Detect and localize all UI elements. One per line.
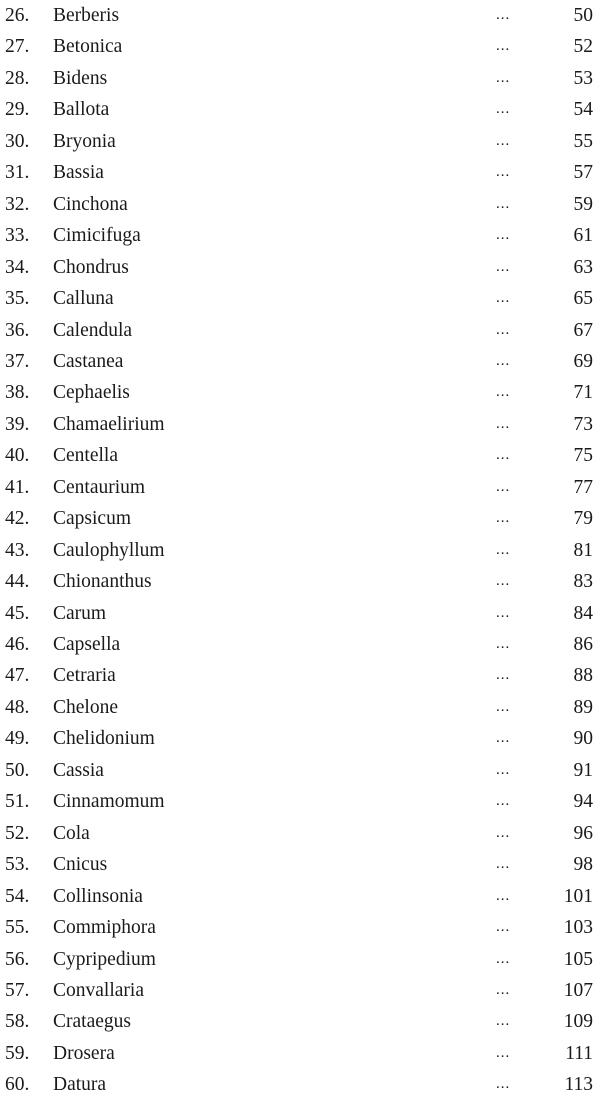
toc-entry bbox=[0, 157, 600, 188]
toc-entry bbox=[0, 818, 600, 849]
dot-leader: ... bbox=[496, 573, 511, 590]
entry-page-number: 98 bbox=[573, 854, 593, 876]
entry-number: 36. bbox=[5, 319, 30, 341]
entry-title: Caulophyllum bbox=[53, 539, 165, 561]
dot-leader: ... bbox=[496, 69, 511, 86]
entry-title: Commiphora bbox=[53, 917, 156, 939]
toc-entry bbox=[0, 1006, 600, 1037]
entry-title: Capsella bbox=[53, 634, 121, 655]
entry-number: 43. bbox=[5, 539, 30, 561]
dot-leader: ... bbox=[496, 290, 511, 307]
entry-number: 53. bbox=[5, 854, 30, 876]
entry-title: Capsicum bbox=[53, 508, 131, 530]
entry-title: Cimicifuga bbox=[53, 225, 141, 247]
dot-leader: ... bbox=[496, 384, 511, 401]
dot-leader: ... bbox=[496, 164, 511, 181]
dot-leader: ... bbox=[496, 132, 511, 149]
dot-leader: ... bbox=[496, 793, 511, 810]
entry-title: Chionanthus bbox=[53, 571, 152, 593]
entry-title: Crataegus bbox=[53, 1011, 131, 1033]
entry-page-number: 91 bbox=[573, 759, 593, 781]
entry-page-number: 69 bbox=[573, 350, 593, 372]
dot-leader: ... bbox=[496, 352, 511, 369]
entry-page-number: 77 bbox=[573, 476, 593, 498]
entry-title: Cnicus bbox=[53, 854, 108, 876]
entry-title: Cypripedium bbox=[53, 948, 156, 970]
entry-number: 58. bbox=[5, 1011, 30, 1033]
dot-leader: ... bbox=[496, 227, 511, 244]
entry-number: 44. bbox=[5, 571, 30, 593]
toc-entry bbox=[0, 503, 600, 534]
entry-page-number: 54 bbox=[573, 99, 593, 121]
dot-leader: ... bbox=[496, 195, 511, 212]
entry-number: 37. bbox=[5, 350, 30, 372]
entry-page-number: 96 bbox=[573, 822, 593, 844]
entry-page-number: 73 bbox=[573, 413, 593, 435]
entry-title: Chamaelirium bbox=[53, 413, 165, 435]
entry-number: 49. bbox=[5, 728, 30, 750]
entry-number: 45. bbox=[5, 602, 30, 624]
entry-page-number: 89 bbox=[573, 696, 593, 718]
toc-entry bbox=[0, 0, 600, 31]
entry-number: 26. bbox=[5, 5, 30, 26]
toc-entry bbox=[0, 881, 600, 912]
entry-title: Betonica bbox=[53, 36, 123, 58]
entry-number: 52. bbox=[5, 822, 30, 844]
entry-number: 41. bbox=[5, 476, 30, 498]
dot-leader: ... bbox=[496, 415, 511, 432]
entry-title: Cinnamomum bbox=[53, 791, 165, 813]
toc-entry bbox=[0, 660, 600, 691]
entry-number: 54. bbox=[5, 885, 30, 907]
entry-page-number: 71 bbox=[573, 382, 593, 404]
toc-entry bbox=[0, 629, 600, 660]
toc-entry bbox=[0, 440, 600, 471]
entry-number: 56. bbox=[5, 948, 30, 970]
entry-number: 60. bbox=[5, 1074, 30, 1096]
dot-leader: ... bbox=[496, 541, 511, 558]
entry-title: Centaurium bbox=[53, 476, 146, 498]
toc-entry bbox=[0, 566, 600, 597]
entry-title: Berberis bbox=[53, 5, 120, 26]
entry-page-number: 90 bbox=[573, 728, 593, 750]
entry-number: 39. bbox=[5, 413, 30, 435]
entry-page-number: 84 bbox=[573, 602, 593, 624]
entry-page-number: 88 bbox=[573, 665, 593, 687]
toc-entry bbox=[0, 849, 600, 880]
toc-entry bbox=[0, 535, 600, 566]
dot-leader: ... bbox=[496, 981, 511, 998]
dot-leader: ... bbox=[496, 258, 511, 275]
entry-page-number: 50 bbox=[573, 5, 593, 26]
entry-number: 57. bbox=[5, 979, 30, 1001]
entry-number: 32. bbox=[5, 193, 30, 215]
entry-number: 46. bbox=[5, 634, 30, 655]
toc-entry bbox=[0, 377, 600, 408]
toc-entry bbox=[0, 755, 600, 786]
dot-leader: ... bbox=[496, 824, 511, 841]
entry-page-number: 94 bbox=[573, 791, 593, 813]
dot-leader: ... bbox=[496, 321, 511, 338]
toc-entry bbox=[0, 1038, 600, 1069]
entry-number: 31. bbox=[5, 162, 30, 184]
entry-page-number: 86 bbox=[573, 634, 593, 655]
entry-number: 48. bbox=[5, 696, 30, 718]
entry-title: Centella bbox=[53, 445, 118, 467]
entry-number: 59. bbox=[5, 1042, 30, 1064]
toc-entry bbox=[0, 220, 600, 251]
dot-leader: ... bbox=[496, 730, 511, 747]
entry-page-number: 83 bbox=[573, 571, 593, 593]
entry-title: Chondrus bbox=[53, 256, 129, 278]
entry-title: Datura bbox=[53, 1074, 107, 1096]
entry-title: Bassia bbox=[53, 162, 104, 184]
entry-title: Bryonia bbox=[53, 130, 116, 152]
entry-title: Cephaelis bbox=[53, 382, 130, 404]
dot-leader: ... bbox=[496, 101, 511, 118]
toc-entry bbox=[0, 63, 600, 94]
dot-leader: ... bbox=[496, 698, 511, 715]
entry-number: 47. bbox=[5, 665, 30, 687]
toc-entry bbox=[0, 598, 600, 629]
entry-title: Calluna bbox=[53, 288, 114, 310]
dot-leader: ... bbox=[496, 510, 511, 527]
dot-leader: ... bbox=[496, 447, 511, 464]
entry-page-number: 81 bbox=[573, 539, 593, 561]
entry-page-number: 75 bbox=[573, 445, 593, 467]
entry-number: 50. bbox=[5, 759, 30, 781]
entry-title: Collinsonia bbox=[53, 885, 143, 907]
entry-page-number: 67 bbox=[573, 319, 593, 341]
entry-title: Chelidonium bbox=[53, 728, 155, 750]
entry-title: Chelone bbox=[53, 696, 118, 718]
toc-entry bbox=[0, 1069, 600, 1100]
dot-leader: ... bbox=[496, 1044, 511, 1061]
entry-title: Calendula bbox=[53, 319, 133, 341]
entry-page-number: 57 bbox=[573, 162, 593, 184]
toc-entry bbox=[0, 472, 600, 503]
entry-page-number: 105 bbox=[563, 948, 593, 970]
toc-entry bbox=[0, 975, 600, 1006]
toc-entry bbox=[0, 31, 600, 62]
entry-page-number: 63 bbox=[573, 256, 593, 278]
toc-entry bbox=[0, 692, 600, 723]
entry-page-number: 65 bbox=[573, 288, 593, 310]
entry-title: Drosera bbox=[53, 1042, 115, 1064]
entry-number: 40. bbox=[5, 445, 30, 467]
entry-title: Cassia bbox=[53, 759, 104, 781]
entry-page-number: 103 bbox=[563, 917, 593, 939]
entry-page-number: 109 bbox=[563, 1011, 593, 1033]
entry-number: 33. bbox=[5, 225, 30, 247]
entry-page-number: 79 bbox=[573, 508, 593, 530]
entry-page-number: 101 bbox=[563, 885, 593, 907]
dot-leader: ... bbox=[496, 636, 511, 652]
entry-page-number: 111 bbox=[565, 1042, 593, 1064]
entry-number: 38. bbox=[5, 382, 30, 404]
dot-leader: ... bbox=[496, 887, 511, 904]
dot-leader: ... bbox=[496, 761, 511, 778]
toc-entry bbox=[0, 94, 600, 125]
entry-number: 30. bbox=[5, 130, 30, 152]
toc-entry bbox=[0, 944, 600, 975]
toc-entry bbox=[0, 126, 600, 157]
entry-title: Castanea bbox=[53, 350, 124, 372]
toc-entry bbox=[0, 252, 600, 283]
entry-page-number: 55 bbox=[573, 130, 593, 152]
entry-title: Cinchona bbox=[53, 193, 128, 215]
entry-number: 35. bbox=[5, 288, 30, 310]
toc-entry bbox=[0, 786, 600, 817]
toc-entry bbox=[0, 409, 600, 440]
entry-title: Ballota bbox=[53, 99, 110, 121]
entry-number: 27. bbox=[5, 36, 30, 58]
dot-leader: ... bbox=[496, 38, 511, 55]
entry-number: 29. bbox=[5, 99, 30, 121]
dot-leader: ... bbox=[496, 478, 511, 495]
entry-number: 55. bbox=[5, 917, 30, 939]
toc-entry bbox=[0, 723, 600, 754]
entry-page-number: 59 bbox=[573, 193, 593, 215]
dot-leader: ... bbox=[496, 667, 511, 684]
dot-leader: ... bbox=[496, 856, 511, 873]
toc-entry bbox=[0, 315, 600, 346]
toc-entry bbox=[0, 912, 600, 943]
dot-leader: ... bbox=[496, 1076, 511, 1093]
entry-number: 34. bbox=[5, 256, 30, 278]
dot-leader: ... bbox=[496, 604, 511, 621]
dot-leader: ... bbox=[496, 7, 511, 23]
entry-title: Cetraria bbox=[53, 665, 116, 687]
toc-entry bbox=[0, 189, 600, 220]
toc-entry bbox=[0, 283, 600, 314]
entry-number: 42. bbox=[5, 508, 30, 530]
dot-leader: ... bbox=[496, 950, 511, 967]
entry-title: Convallaria bbox=[53, 979, 144, 1001]
entry-title: Carum bbox=[53, 602, 107, 624]
dot-leader: ... bbox=[496, 919, 511, 936]
entry-page-number: 107 bbox=[563, 979, 593, 1001]
entry-page-number: 113 bbox=[564, 1074, 593, 1096]
entry-page-number: 53 bbox=[573, 67, 593, 89]
entry-number: 51. bbox=[5, 791, 30, 813]
entry-number: 28. bbox=[5, 67, 30, 89]
entry-title: Cola bbox=[53, 822, 90, 844]
entry-title: Bidens bbox=[53, 67, 108, 89]
entry-page-number: 61 bbox=[573, 225, 593, 247]
toc-entry bbox=[0, 346, 600, 377]
entry-page-number: 52 bbox=[573, 36, 593, 58]
dot-leader: ... bbox=[496, 1013, 511, 1030]
